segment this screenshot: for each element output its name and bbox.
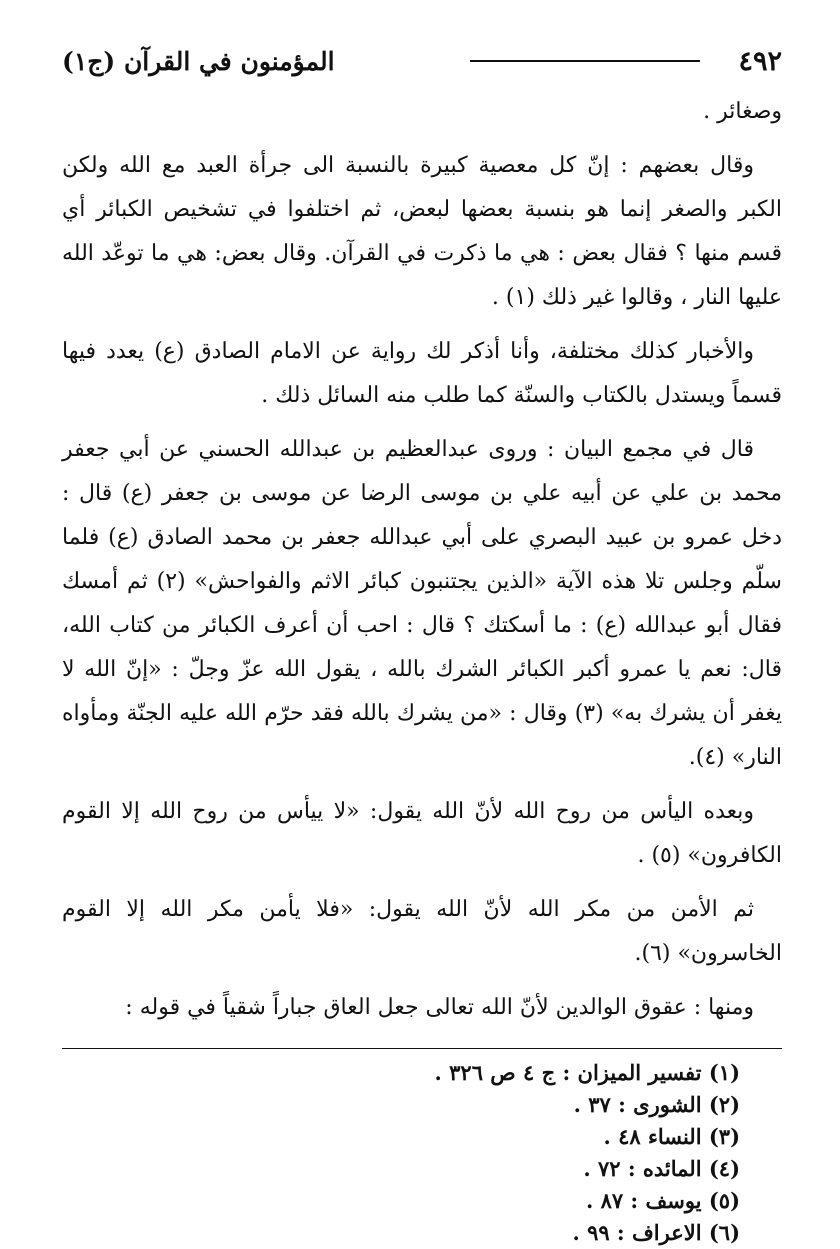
paragraph: ومنها : عقوق الوالدين لأنّ الله تعالى جعل العاق جباراً شقياً في قوله : xyxy=(125,995,754,1020)
footnote: (٥) يوسف : ٨٧ . xyxy=(585,1188,740,1213)
paragraph: والأخبار كذلك مختلفة، وأنا أذكر لك رواية عن الامام الصادق (ع) يعدد فيها قسماً ويستدل بالكتاب والسنّة كما طلب منه السائل ذلك . xyxy=(62,339,782,408)
paragraph: وقال بعضهم : إنّ كل معصية كبيرة بالنسبة الى جرأة العبد مع الله ولكن الكبر والصغر إنما هو بنسبة بعضها لبعض، ثم اختلفوا في تشخيص الكبائر أي قسم منها ؟ فقال بعض : هي ما ذكرت في القرآن. وقال بعض: هي ما توعّد الله عليها النار ، وقالوا غير ذلك (١) . xyxy=(62,153,782,310)
book-page xyxy=(62,36,782,1245)
footnotes xyxy=(62,1057,782,1249)
header-rule xyxy=(470,60,700,62)
paragraph: قال في مجمع البيان : وروى عبدالعظيم بن عبدالله الحسني عن أبي جعفر محمد بن علي عن أبيه علي بن موسى الرضا عن موسى بن جعفر (ع) قال : دخل عمرو بن عبيد البصري على أبي عبدالله جعفر بن محمد الصادق (ع) فلما سلّم وجلس تلا هذه الآية «الذين يجتنبون كبائر الاثم والفواحش» (٢) ثم أمسك فقال أبو عبدالله (ع) : ما أسكتك ؟ قال : احب أن أعرف الكبائر من كتاب الله، قال: نعم يا عمرو أكبر الكبائر الشرك بالله ، يقول الله عزّ وجلّ : «إنّ الله لا يغفر أن يشرك به» (٣) وقال : «من يشرك بالله فقد حرّم الله عليه الجنّة ومأواه النار» (٤). xyxy=(62,437,782,770)
footnote: (١) تفسير الميزان : ج ٤ ص ٣٢٦ . xyxy=(434,1060,740,1085)
paragraph: وصغائر . xyxy=(703,99,782,124)
body-text xyxy=(62,90,782,1030)
footnote: (٣) النساء ٤٨ . xyxy=(603,1124,740,1149)
paragraph: وبعده اليأس من روح الله لأنّ الله يقول: «لا ييأس من روح الله إلا القوم الكافرون» (٥) . xyxy=(62,799,782,868)
footnote: (٤) المائده : ٧٢ . xyxy=(583,1156,740,1181)
footnote-divider xyxy=(62,1048,782,1049)
footnote: (٦) الاعراف : ٩٩ . xyxy=(572,1220,740,1245)
running-title: المؤمنون في القرآن (ج١) xyxy=(62,46,335,76)
footnote: (٢) الشورى : ٣٧ . xyxy=(573,1092,740,1117)
paragraph: ثم الأمن من مكر الله لأنّ الله يقول: «فلا يأمن مكر الله إلا القوم الخاسرون» (٦). xyxy=(62,897,782,966)
page-number: ٤٩٢ xyxy=(738,45,782,77)
running-header xyxy=(62,36,782,86)
